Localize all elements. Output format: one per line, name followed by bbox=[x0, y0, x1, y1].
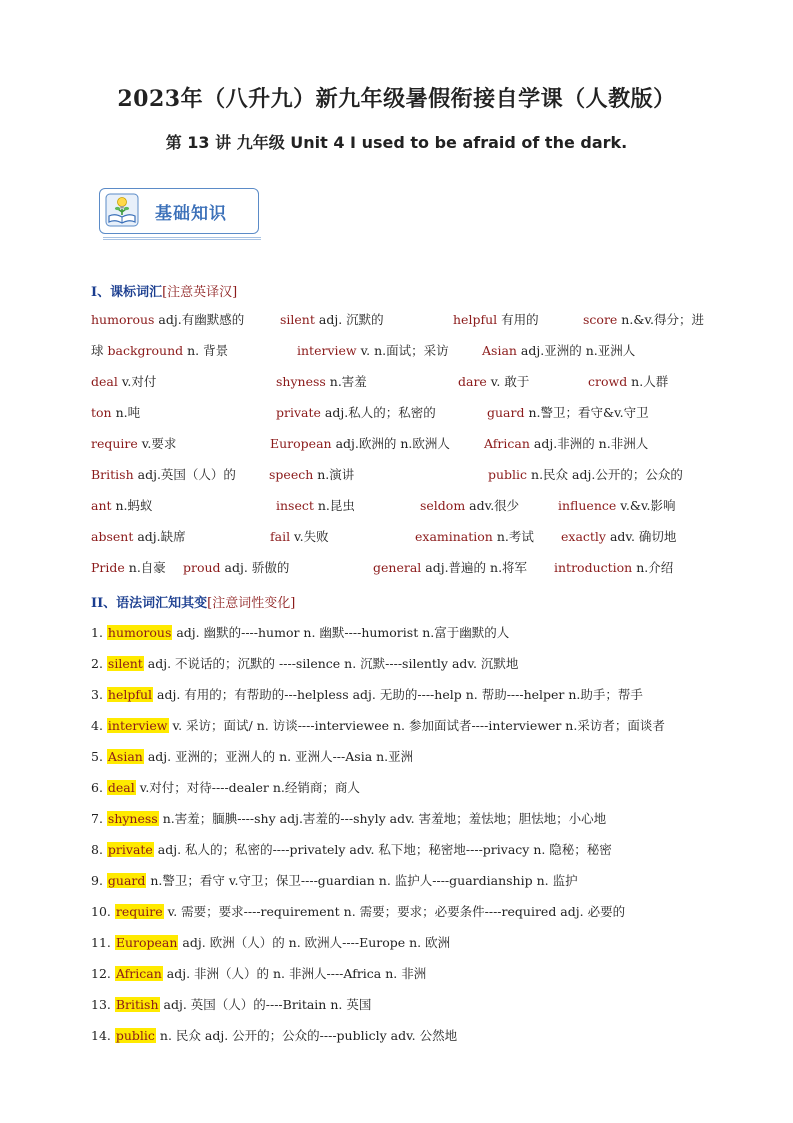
vocab-definition: n.人群 bbox=[627, 374, 669, 389]
item-number: 2. bbox=[91, 656, 107, 671]
vocab-row bbox=[91, 341, 731, 361]
vocab-definition: 有用的 bbox=[497, 312, 539, 327]
vocab-definition: n.演讲 bbox=[313, 467, 355, 482]
section1-title: I、课标词汇 bbox=[91, 285, 163, 300]
item-number: 12. bbox=[91, 966, 115, 981]
vocab-word: shyness bbox=[276, 374, 326, 389]
vocab-word: fail bbox=[270, 529, 291, 544]
word-form-item bbox=[91, 623, 509, 641]
vocab-entry bbox=[276, 403, 436, 421]
word-forms: v. 需要；要求----requirement n. 需要；要求；必要条件----required adj. 必要的 bbox=[163, 904, 626, 919]
item-number: 9. bbox=[91, 873, 107, 888]
vocab-definition: v.要求 bbox=[137, 436, 177, 451]
item-number: 8. bbox=[91, 842, 107, 857]
vocab-word: examination bbox=[415, 529, 493, 544]
vocab-entry bbox=[91, 527, 186, 545]
vocab-row bbox=[91, 434, 731, 454]
vocab-definition: n.警卫；看守&v.守卫 bbox=[524, 405, 649, 420]
vocab-definition: n.介绍 bbox=[632, 560, 674, 575]
vocab-definition: adj.缺席 bbox=[133, 529, 186, 544]
vocab-word: seldom bbox=[420, 498, 466, 513]
vocab-row bbox=[91, 496, 731, 516]
vocab-entry bbox=[561, 527, 676, 545]
vocab-entry bbox=[453, 310, 539, 328]
word-form-item bbox=[91, 964, 426, 982]
vocab-entry bbox=[91, 372, 156, 390]
highlighted-word: European bbox=[115, 935, 178, 950]
vocab-word: introduction bbox=[554, 560, 633, 575]
item-number: 6. bbox=[91, 780, 107, 795]
item-number: 14. bbox=[91, 1028, 115, 1043]
vocab-entry bbox=[91, 341, 228, 359]
vocab-row bbox=[91, 558, 731, 578]
highlighted-word: public bbox=[115, 1028, 155, 1043]
vocab-word: private bbox=[276, 405, 321, 420]
vocab-definition: v.对付 bbox=[117, 374, 157, 389]
item-number: 7. bbox=[91, 811, 107, 826]
vocab-word: silent bbox=[280, 312, 315, 327]
vocab-word: general bbox=[373, 560, 422, 575]
vocab-word: guard bbox=[487, 405, 525, 420]
highlighted-word: shyness bbox=[107, 811, 158, 826]
word-form-item bbox=[91, 809, 606, 827]
highlighted-word: require bbox=[115, 904, 163, 919]
section2-title: II、语法词汇知其变 bbox=[91, 596, 208, 611]
vocab-entry bbox=[588, 372, 668, 390]
highlighted-word: guard bbox=[107, 873, 146, 888]
highlighted-word: Asian bbox=[107, 749, 143, 764]
vocab-definition: n.考试 bbox=[492, 529, 534, 544]
vocab-entry bbox=[297, 341, 449, 359]
highlighted-word: helpful bbox=[107, 687, 153, 702]
vocab-entry bbox=[91, 310, 244, 328]
vocab-definition: adj.欧洲的 n.欧洲人 bbox=[331, 436, 450, 451]
word-form-item bbox=[91, 871, 578, 889]
word-forms: n.害羞；腼腆----shy adj.害羞的---shyly adv. 害羞地；羞怯地；胆怯地；小心地 bbox=[158, 811, 607, 826]
vocab-entry bbox=[91, 558, 166, 576]
vocab-word: ton bbox=[91, 405, 112, 420]
word-form-item bbox=[91, 995, 371, 1013]
word-form-item bbox=[91, 654, 518, 672]
vocab-entry bbox=[91, 465, 236, 483]
item-number: 10. bbox=[91, 904, 115, 919]
vocab-definition: n. 背景 bbox=[183, 343, 229, 358]
vocab-entry bbox=[91, 403, 140, 421]
vocab-word: influence bbox=[558, 498, 617, 513]
word-form-item bbox=[91, 840, 612, 858]
section1-heading bbox=[91, 281, 237, 300]
vocab-word: speech bbox=[269, 467, 314, 482]
section1-note: [注意英译汉] bbox=[162, 285, 238, 300]
word-forms: adj. 欧洲（人）的 n. 欧洲人----Europe n. 欧洲 bbox=[178, 935, 451, 950]
vocab-entry bbox=[373, 558, 527, 576]
vocab-entry bbox=[276, 372, 367, 390]
vocab-word: deal bbox=[91, 374, 118, 389]
vocab-definition: adv.很少 bbox=[465, 498, 520, 513]
word-forms: adj. 非洲（人）的 n. 非洲人----Africa n. 非洲 bbox=[162, 966, 427, 981]
vocab-word: public bbox=[488, 467, 528, 482]
word-form-item bbox=[91, 902, 625, 920]
vocab-entry bbox=[270, 527, 329, 545]
vocab-definition: adj.非洲的 n.非洲人 bbox=[529, 436, 649, 451]
vocab-entry bbox=[280, 310, 384, 328]
vocab-entry bbox=[484, 434, 648, 452]
vocab-word: interview bbox=[297, 343, 357, 358]
section-banner bbox=[93, 185, 261, 241]
vocab-definition: n.民众 adj.公开的；公众的 bbox=[527, 467, 683, 482]
item-number: 13. bbox=[91, 997, 115, 1012]
document-title: 2023年（八升九）新九年级暑假衔接自学课（人教版） bbox=[117, 86, 676, 112]
vocab-definition: n.蚂蚁 bbox=[111, 498, 153, 513]
vocab-word: dare bbox=[458, 374, 487, 389]
word-form-item bbox=[91, 747, 413, 765]
vocab-word: score bbox=[583, 312, 618, 327]
item-number: 3. bbox=[91, 687, 107, 702]
highlighted-word: private bbox=[107, 842, 153, 857]
vocab-entry bbox=[415, 527, 534, 545]
word-form-item bbox=[91, 1026, 457, 1044]
vocab-word: 球 background bbox=[91, 343, 184, 358]
highlighted-word: humorous bbox=[107, 625, 172, 640]
vocab-entry bbox=[183, 558, 289, 576]
book-lightbulb-icon bbox=[105, 193, 139, 227]
word-forms: v. 采访；面试/ n. 访谈----interviewee n. 参加面试者----interviewer n.采访者；面谈者 bbox=[168, 718, 665, 733]
vocab-word: British bbox=[91, 467, 134, 482]
vocab-row bbox=[91, 372, 731, 392]
vocab-definition: adv. 确切地 bbox=[605, 529, 677, 544]
banner-label: 基础知识 bbox=[155, 204, 227, 224]
vocab-word: helpful bbox=[453, 312, 498, 327]
word-form-item bbox=[91, 778, 360, 796]
vocab-entry bbox=[269, 465, 354, 483]
vocab-definition: v. n.面试；采访 bbox=[356, 343, 449, 358]
highlighted-word: silent bbox=[107, 656, 143, 671]
vocab-entry bbox=[91, 434, 176, 452]
vocab-definition: adj.普遍的 n.将军 bbox=[421, 560, 528, 575]
vocab-definition: v.失败 bbox=[290, 529, 329, 544]
vocab-definition: adj. 沉默的 bbox=[314, 312, 384, 327]
vocab-entry bbox=[270, 434, 450, 452]
vocab-entry bbox=[276, 496, 355, 514]
word-forms: adj. 私人的；私密的----privately adv. 私下地；秘密地----privacy n. 隐秘；秘密 bbox=[153, 842, 612, 857]
vocab-definition: n.自豪 bbox=[124, 560, 166, 575]
section2-note: [注意词性变化] bbox=[207, 596, 296, 611]
highlighted-word: interview bbox=[107, 718, 168, 733]
word-form-item bbox=[91, 716, 665, 734]
word-forms: adj. 亚洲的；亚洲人的 n. 亚洲人---Asia n.亚洲 bbox=[143, 749, 414, 764]
item-number: 11. bbox=[91, 935, 115, 950]
vocab-word: ant bbox=[91, 498, 112, 513]
vocab-definition: v. 敢于 bbox=[486, 374, 530, 389]
vocab-entry bbox=[482, 341, 635, 359]
vocab-entry bbox=[554, 558, 673, 576]
word-forms: adj. 英国（人）的----Britain n. 英国 bbox=[159, 997, 372, 1012]
vocab-definition: n.&v.得分；进 bbox=[617, 312, 705, 327]
vocab-entry bbox=[488, 465, 683, 483]
lesson-subtitle: 第 13 讲 九年级 Unit 4 I used to be afraid of the dark. bbox=[165, 133, 628, 152]
word-forms: n.警卫；看守 v.守卫；保卫----guardian n. 监护人----guardianship n. 监护 bbox=[146, 873, 578, 888]
vocab-word: crowd bbox=[588, 374, 628, 389]
vocab-word: humorous bbox=[91, 312, 155, 327]
highlighted-word: British bbox=[115, 997, 159, 1012]
highlighted-word: African bbox=[115, 966, 162, 981]
vocab-definition: n.害羞 bbox=[325, 374, 367, 389]
vocab-definition: adj.私人的；私密的 bbox=[320, 405, 436, 420]
vocab-word: require bbox=[91, 436, 138, 451]
item-number: 4. bbox=[91, 718, 107, 733]
section2-heading bbox=[91, 592, 295, 611]
vocab-definition: adj.英国（人）的 bbox=[133, 467, 236, 482]
vocab-word: Pride bbox=[91, 560, 125, 575]
vocab-entry bbox=[558, 496, 676, 514]
vocab-word: proud bbox=[183, 560, 221, 575]
vocab-row bbox=[91, 465, 731, 485]
vocab-entry bbox=[583, 310, 704, 328]
vocab-definition: n.吨 bbox=[111, 405, 141, 420]
vocab-word: African bbox=[484, 436, 530, 451]
vocab-word: Asian bbox=[482, 343, 517, 358]
word-forms: adj. 有用的；有帮助的---helpless adj. 无助的----help n. 帮助----helper n.助手；帮手 bbox=[153, 687, 643, 702]
word-forms: adj. 幽默的----humor n. 幽默----humorist n.富于幽默的人 bbox=[172, 625, 510, 640]
word-form-item bbox=[91, 933, 450, 951]
vocab-word: absent bbox=[91, 529, 134, 544]
vocab-entry bbox=[420, 496, 519, 514]
vocab-entry bbox=[458, 372, 529, 390]
vocab-row bbox=[91, 403, 731, 423]
item-number: 1. bbox=[91, 625, 107, 640]
vocab-word: insect bbox=[276, 498, 314, 513]
word-forms: n. 民众 adj. 公开的；公众的----publicly adv. 公然地 bbox=[155, 1028, 458, 1043]
vocab-definition: n.昆虫 bbox=[313, 498, 355, 513]
word-forms: v.对付；对待----dealer n.经销商；商人 bbox=[135, 780, 360, 795]
vocab-definition: adj. 骄傲的 bbox=[220, 560, 290, 575]
item-number: 5. bbox=[91, 749, 107, 764]
highlighted-word: deal bbox=[107, 780, 135, 795]
vocab-definition: v.&v.影响 bbox=[616, 498, 676, 513]
vocab-entry bbox=[487, 403, 649, 421]
vocab-word: exactly bbox=[561, 529, 606, 544]
vocab-entry bbox=[91, 496, 153, 514]
vocab-row bbox=[91, 310, 731, 330]
word-form-item bbox=[91, 685, 643, 703]
vocab-definition: adj.有幽默感的 bbox=[154, 312, 245, 327]
vocab-row bbox=[91, 527, 731, 547]
word-forms: adj. 不说话的；沉默的 ----silence n. 沉默----silently adv. 沉默地 bbox=[143, 656, 519, 671]
vocab-definition: adj.亚洲的 n.亚洲人 bbox=[516, 343, 636, 358]
vocab-word: European bbox=[270, 436, 332, 451]
